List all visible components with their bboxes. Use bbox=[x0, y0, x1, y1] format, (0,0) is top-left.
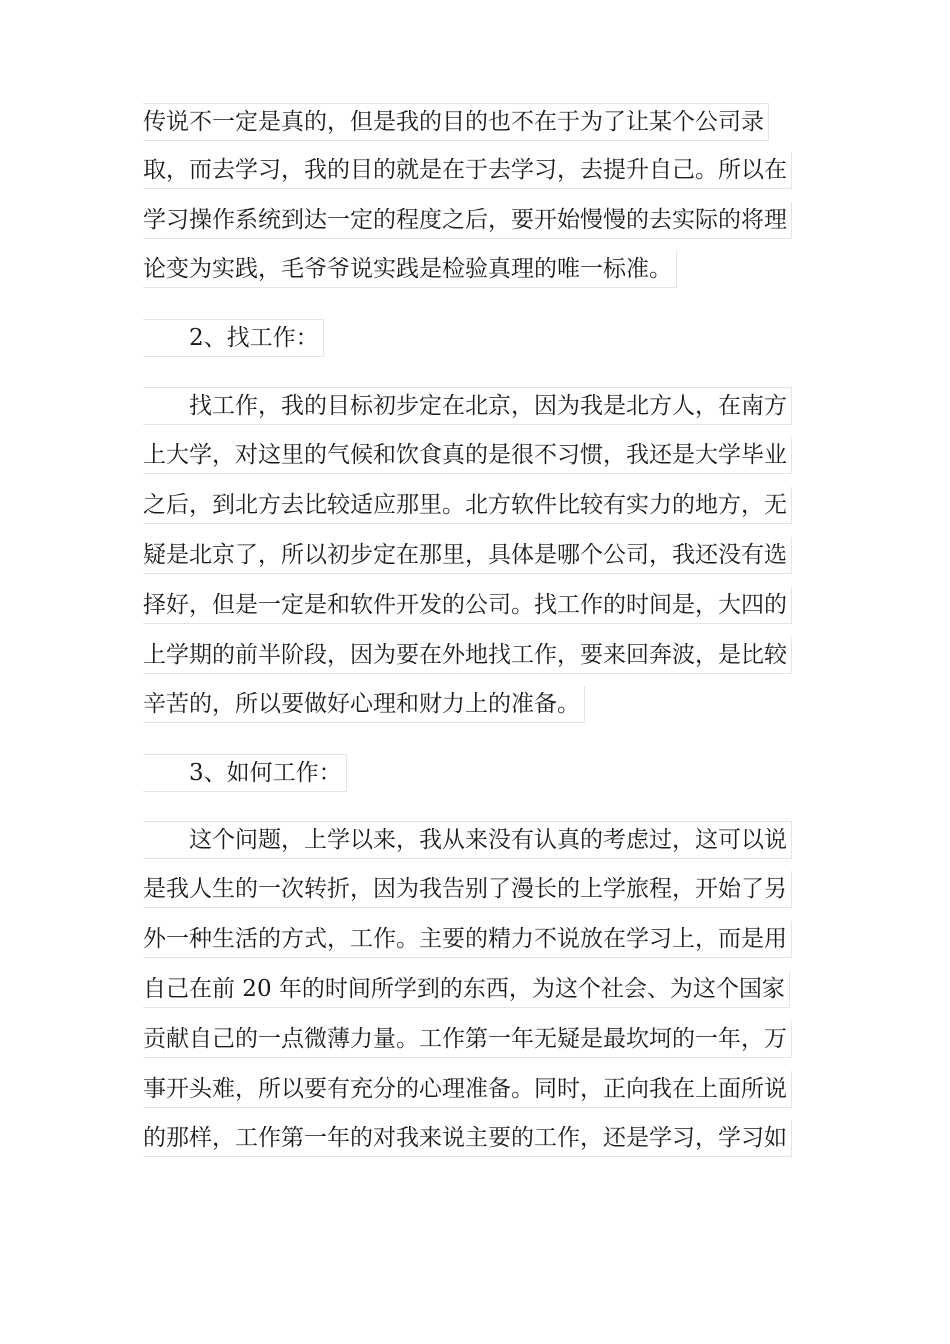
paragraph-2-line-1: 找工作，我的目标初步定在北京，因为我是北方人，在南方 bbox=[143, 387, 792, 425]
paragraph-3-line-4: 自己在前 20 年的时间所学到的东西，为这个社会、为这个国家 bbox=[143, 971, 790, 1008]
paragraph-2-line-4: 疑是北京了，所以初步定在那里，具体是哪个公司，我还没有选 bbox=[143, 537, 792, 574]
paragraph-3-line-3: 外一种生活的方式，工作。主要的精力不说放在学习上，而是用 bbox=[143, 921, 792, 958]
section-heading-how-to-work: 3、如何工作： bbox=[143, 754, 347, 792]
paragraph-1-line-1: 传说不一定是真的，但是我的目的也不在于为了让某个公司录 bbox=[143, 103, 769, 141]
paragraph-2-line-5: 择好，但是一定是和软件开发的公司。找工作的时间是，大四的 bbox=[143, 587, 792, 624]
paragraph-1-line-3: 学习操作系统到达一定的程度之后，要开始慢慢的去实际的将理 bbox=[143, 202, 792, 239]
paragraph-3-line-1: 这个问题，上学以来，我从来没有认真的考虑过，这可以说 bbox=[143, 821, 792, 859]
section-heading-find-job: 2、找工作： bbox=[143, 319, 324, 357]
paragraph-2-line-2: 上大学，对这里的气候和饮食真的是很不习惯，我还是大学毕业 bbox=[143, 437, 792, 474]
paragraph-3-line-2: 是我人生的一次转折，因为我告别了漫长的上学旅程，开始了另 bbox=[143, 871, 792, 908]
paragraph-3-line-5: 贡献自己的一点微薄力量。工作第一年无疑是最坎坷的一年，万 bbox=[143, 1021, 792, 1058]
paragraph-1-line-2: 取，而去学习，我的目的就是在于去学习，去提升自己。所以在 bbox=[143, 152, 792, 189]
paragraph-1-line-4: 论变为实践，毛爷爷说实践是检验真理的唯一标准。 bbox=[143, 251, 677, 288]
paragraph-3-line-6: 事开头难，所以要有充分的心理准备。同时，正向我在上面所说 bbox=[143, 1071, 792, 1108]
paragraph-2-line-7: 辛苦的，所以要做好心理和财力上的准备。 bbox=[143, 686, 585, 723]
paragraph-2-line-6: 上学期的前半阶段，因为要在外地找工作，要来回奔波，是比较 bbox=[143, 637, 792, 674]
paragraph-3-line-7: 的那样，工作第一年的对我来说主要的工作，还是学习，学习如 bbox=[143, 1120, 792, 1157]
paragraph-2-line-3: 之后，到北方去比较适应那里。北方软件比较有实力的地方，无 bbox=[143, 487, 792, 524]
